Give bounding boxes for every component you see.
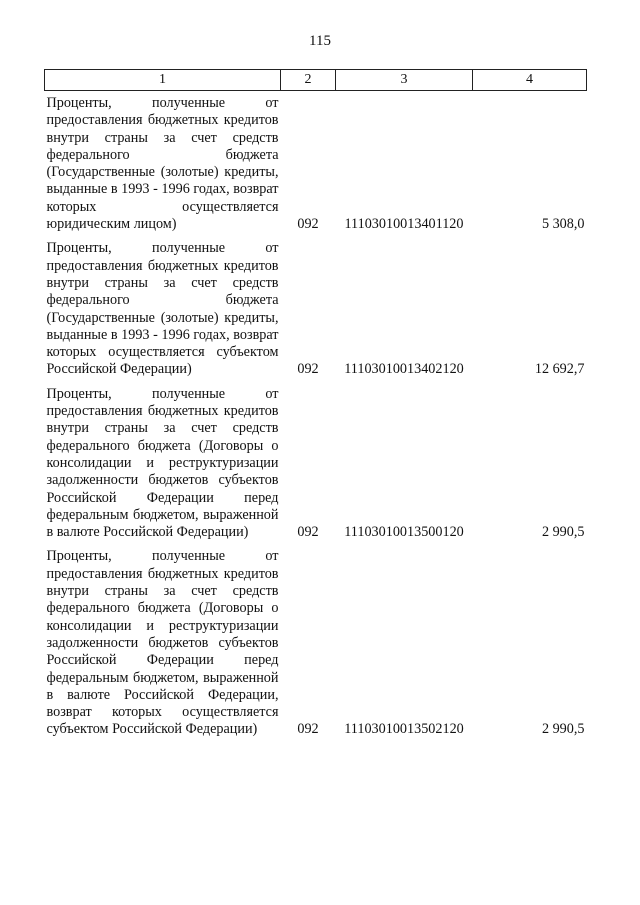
row-amount: 5 308,0 (541, 216, 585, 233)
row-admin-code: 092 (297, 361, 319, 378)
row-description-text: Проценты, полученные от предоставления бюджетных кредитов внутри страны за счет средств федерального бюджета (Государственные (золотые) кредиты, выданные в 1993 - 1996 годах, возврат которых осуществляется субъектом Российской Федерации) (46, 240, 279, 378)
row-amount: 2 990,5 (541, 721, 585, 738)
column-header-2: 2 (281, 70, 336, 91)
column-header-1: 1 (45, 70, 281, 91)
row-description (45, 379, 281, 542)
table-row (45, 379, 587, 542)
row-amount: 12 692,7 (534, 361, 585, 378)
column-header-4: 4 (473, 70, 587, 91)
table-row (45, 233, 587, 378)
page-number: 115 (309, 33, 331, 49)
column-header-3: 3 (336, 70, 473, 91)
row-classification-code: 11103010013401120 (344, 216, 464, 233)
row-admin-code: 092 (297, 216, 319, 233)
row-description (45, 541, 281, 738)
row-amount: 2 990,5 (541, 524, 585, 541)
row-description-text: Проценты, полученные от предоставления бюджетных кредитов внутри страны за счет средств федерального бюджета (Договоры о консолидации и реструктуризации задолженности бюджетов субъектов Российской Федерации перед федеральным бюджетом, выраженной в валюте Российской Федерации, возврат которых осуществляется субъектом Российской Федерации) (46, 548, 279, 738)
table-row (45, 91, 587, 234)
row-classification-code: 11103010013500120 (344, 524, 464, 541)
row-admin-code: 092 (297, 524, 319, 541)
row-description (45, 233, 281, 378)
row-admin-code: 092 (297, 721, 319, 738)
table-header-row (45, 70, 587, 91)
row-description (45, 91, 281, 234)
row-description-text: Проценты, полученные от предоставления бюджетных кредитов внутри страны за счет средств федерального бюджета (Договоры о консолидации и реструктуризации задолженности бюджетов субъектов Российской Федерации перед федеральным бюджетом, выраженной в валюте Российской Федерации) (46, 385, 279, 541)
table-row (45, 541, 587, 738)
row-classification-code: 11103010013402120 (344, 361, 464, 378)
budget-revenue-table (44, 69, 587, 739)
row-classification-code: 11103010013502120 (344, 721, 464, 738)
row-description-text: Проценты, полученные от предоставления бюджетных кредитов внутри страны за счет средств федерального бюджета (Государственные (золотые) кредиты, выданные в 1993 - 1996 годах, возврат которых осуществляется юридическим лицом) (46, 95, 279, 233)
